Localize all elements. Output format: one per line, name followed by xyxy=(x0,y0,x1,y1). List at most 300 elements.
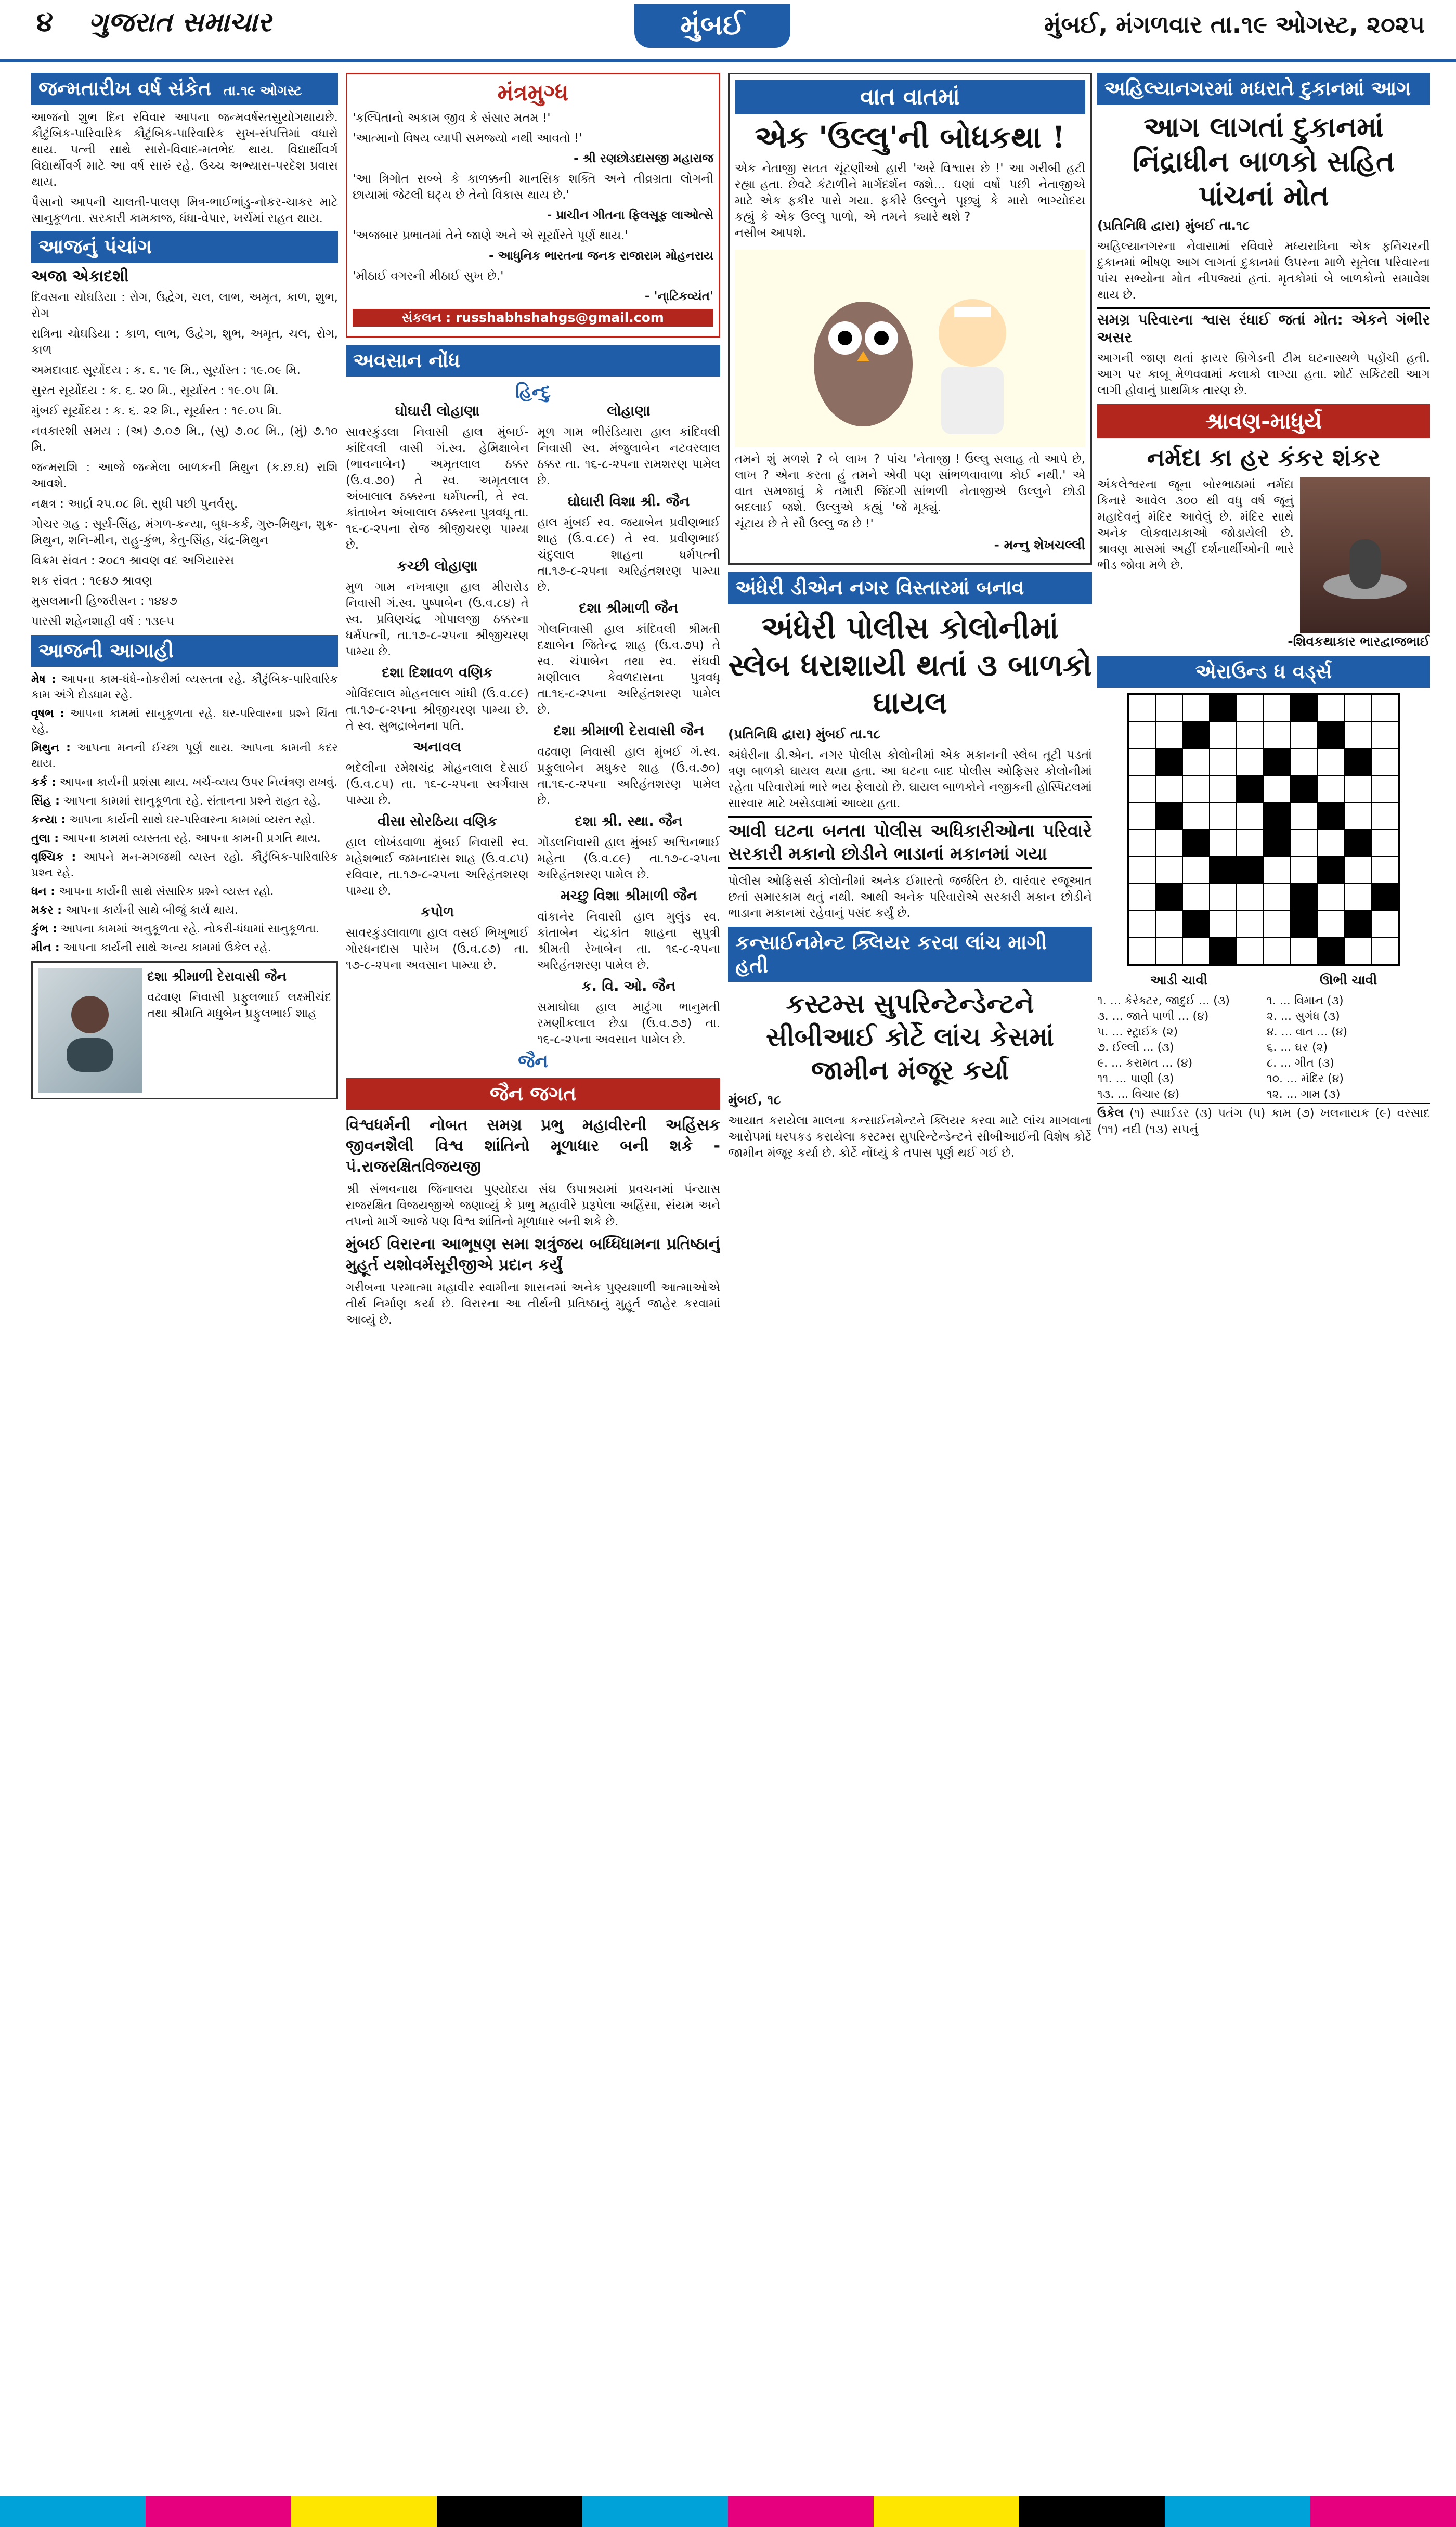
crossword-cell xyxy=(1372,775,1399,802)
crossword-cell xyxy=(1182,938,1210,965)
shravan-text: અંકલેશ્વરના જૂના બોરભાઠામાં નર્મદા કિનારે આવેલ ૩૦૦ થી વધુ વર્ષ જૂનું મહાદેવનું મંદિર આવેલું છે. મંદિર સાથે અનેક લોકવાયકાઓ જોડાયેલી છે. શ્રાવણ માસમાં અહીં દર્શનાર્થીઓની ભારે ભીડ જોવા મળે છે. xyxy=(1097,478,1294,572)
news1-text-2: પોલીસ ઓફિસર્સ કોલોનીમાં અનેક ઈમારતો જર્જરિત છે. વારંવાર રજૂઆત છતાં સમારકામ થતું નથી. આથી અનેક પરિવારોએ સરકારી મકાન છોડીને ભાડાના મકાનમાં રહેવાનું પસંદ કર્યું છે. xyxy=(728,874,1092,920)
vaat-signoff: - મન્નુ શેખચલ્લી xyxy=(994,537,1085,552)
news1-dateline: (પ્રતિનિધિ દ્વારા) મુંબઈ તા.૧૮ xyxy=(728,727,881,742)
crossword-cell xyxy=(1372,748,1399,775)
obituary-item xyxy=(346,558,529,660)
mantra-line: 'અજબાર પ્રભાતમાં તેને જાણે અને એ સૂર્યાસ્તે પૂર્ણ થાય.' xyxy=(353,229,628,242)
crossword-cell xyxy=(1128,775,1155,802)
crossword-cell xyxy=(1182,748,1210,775)
panchang-tithi: અજા એકાદશી xyxy=(31,267,129,286)
crossword-cell xyxy=(1372,857,1399,884)
rashi-text: આપના કામમાં સાનુકૂળતા રહે. ઘર-પરિવારના પ્રશ્ને ચિંતા રહે. xyxy=(31,707,338,736)
obituary-item xyxy=(537,403,720,489)
crossword-cell xyxy=(1182,857,1210,884)
obituary-community: અનાવલ xyxy=(413,739,462,755)
crossword-cell xyxy=(1237,721,1264,748)
crossword-block-cell xyxy=(1372,884,1399,911)
obituary-community: ઘોઘારી લોહાણા xyxy=(395,403,480,419)
obituary-text: ગોંડલનિવાસી હાલ મુંબઈ અશ્વિનભાઈ મહેતા (ઉ.વ.૮૯) તા.૧૭-૮-૨૫ના અરિહંતશરણ પામેલ છે. xyxy=(537,836,720,882)
crossword-block-cell xyxy=(1318,802,1345,830)
crossword-cell xyxy=(1182,802,1210,830)
obituary-text: સમાઘોઘા હાલ માટુંગા ભાનુમતી રમણીકલાલ છેડા (ઉ.વ.૭૭) તા. ૧૬-૮-૨૫ના અવસાન પામેલ છે. xyxy=(537,1001,720,1046)
solution-text: (૧) સ્પાઈડર (૩) પતંગ (૫) કામ (૭) ખલનાયક (૯) વરસાદ (૧૧) નદી (૧૩) સપનું xyxy=(1097,1107,1430,1136)
panchang-line: વિક્રમ સંવત : ૨૦૮૧ શ્રાવણ વદ અગિયારસ xyxy=(31,554,235,567)
jain-jagat-text-1: શ્રી સંભવનાથ જિનાલય પુણ્યોદય સંઘ ઉપાશ્રયમાં પ્રવચનમાં પંન્યાસ રાજરક્ષિત વિજયજીએ જણાવ્યું કે પ્રભુ મહાવીરે પ્રરૂપેલા અહિંસા, સંયમ અને તપનો માર્ગ આજે પણ વિશ્વ શાંતિનો મૂળાધાર બની શકે છે. xyxy=(346,1183,720,1228)
crossword-cell xyxy=(1264,938,1291,965)
across-clue: ૫. ... સ્ટ્રાઈક (૨) xyxy=(1097,1026,1178,1039)
obituary-photo-box xyxy=(31,961,338,1099)
crossword-cell xyxy=(1237,830,1264,857)
rashi-text: આપના કાર્યની સાથે સંસારિક પ્રશ્ને વ્યસ્ત રહો. xyxy=(59,885,274,898)
crossword-block-cell xyxy=(1291,884,1318,911)
rashi-item xyxy=(31,903,338,918)
crossword-cell xyxy=(1128,911,1155,938)
obituary-box-title: દશા શ્રીમાળી દેરાવાસી જૈન xyxy=(147,969,287,984)
vaat-box xyxy=(728,73,1092,565)
rashi-name: કન્યા : xyxy=(31,813,66,826)
crossword-cell xyxy=(1155,721,1182,748)
crossword-block-cell xyxy=(1210,857,1237,884)
crossword-cell xyxy=(1318,884,1345,911)
obituary-community: લોહાણા xyxy=(607,403,651,419)
rashi-name: મકર : xyxy=(31,904,62,917)
crossword-cell xyxy=(1372,911,1399,938)
jain-jagat-banner: જૈન જગત xyxy=(346,1078,720,1110)
crossword-cell xyxy=(1291,802,1318,830)
cartoon-illustration xyxy=(735,250,1085,447)
rashi-name: કર્ક : xyxy=(31,776,56,789)
crossword-block-cell xyxy=(1318,857,1345,884)
crossword-block-cell xyxy=(1155,802,1182,830)
birthday-banner xyxy=(31,73,338,105)
crossword-cell xyxy=(1182,884,1210,911)
news1-subhead: આવી ઘટના બનતા પોલીસ અધિકારીઓના પરિવારે સરકારી મકાનો છોડીને ભાડાનાં મકાનમાં ગયા xyxy=(728,816,1092,869)
panchang-list xyxy=(31,290,338,630)
panchang-line: નક્ષત્ર : આર્દ્રા ૨૫.૦૮ મિ. સુધી પછી પુનર્વસુ. xyxy=(31,497,238,511)
crossword-block-cell xyxy=(1345,830,1372,857)
crossword-block-cell xyxy=(1237,775,1264,802)
crossword-cell xyxy=(1237,694,1264,721)
crossword-cell xyxy=(1345,694,1372,721)
obituary-item xyxy=(346,403,529,553)
crossword-cell xyxy=(1128,884,1155,911)
crossword-cell xyxy=(1264,884,1291,911)
news1-headline: અંધેરી પોલીસ કોલોનીમાં સ્લેબ ધરાશાયી થતાં ૩ બાળકો ઘાયલ xyxy=(728,610,1092,720)
crossword-cell xyxy=(1128,721,1155,748)
mantra-line: - શ્રી રણછોડદાસજી મહારાજ xyxy=(574,152,713,165)
crossword-block-cell xyxy=(1264,802,1291,830)
obituary-text: ગોવિંદલાલ મોહનલાલ ગાંધી (ઉ.વ.૮૯) તા.૧૭-૮-૨૫ના શ્રીજીચરણ પામ્યા છે. તે સ્વ. સુભદ્રાબેનના પતિ. xyxy=(346,687,529,733)
rashi-name: મીન : xyxy=(31,941,60,954)
crossword-cell xyxy=(1210,830,1237,857)
crossword-cell xyxy=(1155,694,1182,721)
obituary-text: સાવરકુંડલાવાળા હાલ વસઈ ભિખુભાઈ ગોરધનદાસ પારેખ (ઉ.વ.૮૭) તા. ૧૭-૮-૨૫ના અવસાન પામ્યા છે. xyxy=(346,926,529,972)
across-clue-list xyxy=(1097,993,1260,1103)
rashi-name: વૃષભ : xyxy=(31,707,65,720)
crossword-block-cell xyxy=(1210,938,1237,965)
crossword-cell xyxy=(1291,857,1318,884)
mantra-list xyxy=(353,110,713,305)
registration-swatch xyxy=(291,2496,437,2527)
rashi-item xyxy=(31,775,338,791)
rashi-item xyxy=(31,940,338,956)
crossword-cell xyxy=(1210,911,1237,938)
down-clue: ૧૨. ... ગામ (૩) xyxy=(1267,1088,1341,1101)
aagahi-banner: આજની આગાહી xyxy=(31,635,338,667)
fire-text-2: આગની જાણ થતાં ફાયર બ્રિગેડની ટીમ ઘટનાસ્થળે પહોંચી હતી. આગ પર કાબૂ મેળવવામાં કલાકો લાગ્યા હતા. શોર્ટ સર્કિટથી આગ લાગી હોવાનું પ્રાથમિક તારણ છે. xyxy=(1097,352,1430,397)
dateline: મુંબઈ, મંગળવાર તા.૧૯ ઓગસ્ટ, ૨૦૨૫ xyxy=(1044,10,1425,38)
mantra-line: - આધુનિક ભારતના જનક રાજારામ મોહનરાય xyxy=(489,249,713,263)
crossword-cell xyxy=(1128,857,1155,884)
rashi-text: આપના કામમાં સાનુકૂળતા રહે. સંતાનના પ્રશ્ને રાહત રહે. xyxy=(63,795,321,808)
mantra-line: 'મીઠાઈ વગરની મીઠાઈ સુખ છે.' xyxy=(353,269,504,283)
page-number: ૪ xyxy=(36,6,54,38)
crossword-block-cell xyxy=(1345,911,1372,938)
obituary-banner: અવસાન નોંધ xyxy=(346,345,720,377)
crossword-cell xyxy=(1210,775,1237,802)
crossword-clues xyxy=(1097,971,1430,1103)
crossword-cell xyxy=(1345,721,1372,748)
registration-swatch xyxy=(437,2496,582,2527)
obituary-item xyxy=(537,978,720,1048)
obituary-community: ક. વિ. ઓ. જૈન xyxy=(581,978,676,994)
rashi-text: આપના કાર્યની સાથે અન્ય કામમાં ઉકેલ રહે. xyxy=(63,941,271,954)
rashi-text: આપના કાર્યની પ્રશંસા થાય. ખર્ચ-વ્યય ઉપર નિયંત્રણ રાખવું. xyxy=(59,776,337,789)
obituary-text: ભદેલીના રમેશચંદ્ર મોહનલાલ દેસાઈ (ઉ.વ.૮૫) તા. ૧૬-૮-૨૫ના સ્વર્ગવાસ પામ્યા છે. xyxy=(346,761,529,807)
crossword-cell xyxy=(1372,721,1399,748)
registration-swatch xyxy=(874,2496,1019,2527)
shravan-signoff: -શિવકથાકાર ભારદ્વાજભાઈ xyxy=(1288,634,1430,649)
panchang-line: ગોચર ગ્રહ : સૂર્ય-સિંહ, મંગળ-કન્યા, બુધ-કર્ક, ગુરુ-મિથુન, શુક્ર-મિથુન, શનિ-મીન, રાહુ-કુંભ, કેતુ-સિંહ, ચંદ્ર-મિથુન xyxy=(31,517,338,547)
rashi-name: મેષ : xyxy=(31,673,56,686)
panchang-line: શક સંવત : ૧૯૪૭ શ્રાવણ xyxy=(31,574,153,588)
crossword-cell xyxy=(1264,775,1291,802)
crossword-cell xyxy=(1128,802,1155,830)
birthday-text-1: આજનો શુભ દિન રવિવાર આપના જન્મવર્ષસ્તસુયોગથાયછે. કૌટુંબિક-પારિવારિક કૌટુંબિક-પારિવારિક સુખ-સંપત્તિમાં વધારો થાય. પત્ની સાથે સારો-વિવાદ-મતભેદ થાય. વિદ્યાર્થીવર્ગ વિદ્યાર્થીવર્ગ માટે આ વર્ષ સારું રહે. ઉચ્ચ અભ્યાસ-પરદેશ પ્રવાસ થાય. xyxy=(31,111,338,189)
panchang-banner: આજનું પંચાંગ xyxy=(31,231,338,263)
crossword-cell xyxy=(1264,721,1291,748)
crossword-cell xyxy=(1155,775,1182,802)
crossword-cell xyxy=(1345,802,1372,830)
panchang-line: સુરત સૂર્યોદય : ક. ૬. ૨૦ મિ., સૂર્યાસ્ત : ૧૯.૦૫ મિ. xyxy=(31,384,279,397)
mantra-email: સંકલન : russhabhshahgs@gmail.com xyxy=(353,309,713,327)
down-clue-list xyxy=(1267,993,1430,1103)
panchang-line: મુસલમાની હિજરીસન : ૧૪૪૭ xyxy=(31,594,177,608)
crossword-cell xyxy=(1264,694,1291,721)
fire-headline: આગ લાગતાં દુકાનમાં નિંદ્રાધીન બાળકો સહિત પાંચનાં મોત xyxy=(1133,110,1395,212)
crossword-block-cell xyxy=(1345,748,1372,775)
rashi-item xyxy=(31,741,338,772)
crossword-cell xyxy=(1182,775,1210,802)
news2-dateline: મુંબઈ, ૧૮ xyxy=(728,1092,781,1107)
jain-jagat-headline-1: વિશ્વધર્મની નોબત સમગ્ર પ્રભુ મહાવીરની અહિંસક જીવનશૈલી વિશ્વ શાંતિનો મૂળાધાર બની શકે - પં.રાજરક્ષિતવિજયજી xyxy=(346,1116,720,1176)
crossword-cell xyxy=(1291,830,1318,857)
crossword-block-cell xyxy=(1210,694,1237,721)
rashi-item xyxy=(31,672,338,703)
right-column xyxy=(1097,73,1430,2444)
third-column xyxy=(728,73,1092,2444)
crossword-cell xyxy=(1237,884,1264,911)
crossword-block-cell xyxy=(1318,721,1345,748)
color-registration-bar xyxy=(0,2496,1456,2527)
newspaper-name: ગુજરાત સમાચાર xyxy=(88,6,272,38)
birthday-date: તા.૧૯ ઓગસ્ટ xyxy=(223,83,302,99)
crossword-grid xyxy=(1127,693,1400,966)
rashi-item xyxy=(31,794,338,809)
rashi-name: ધન : xyxy=(31,885,56,898)
rashi-name: વૃશ્ચિક : xyxy=(31,851,76,864)
mantra-box xyxy=(346,73,720,338)
crossword-block-cell xyxy=(1155,748,1182,775)
crossword-cell xyxy=(1345,775,1372,802)
mantra-line: - 'ના્ટિકવ્યંત' xyxy=(644,290,713,303)
second-column xyxy=(346,73,720,2444)
jain-jagat-text-2: ગરીબના પરમાત્મા મહાવીર સ્વામીના શાસનમાં અનેક પુણ્યશાળી આત્માઓએ તીર્થ નિર્માણ કર્યા છે. વિરારના આ તીર્થની પ્રતિષ્ઠાનું મુહૂર્ત જાહેર કરવામાં આવ્યું છે. xyxy=(346,1281,720,1327)
crossword-cell xyxy=(1128,830,1155,857)
rashi-text: આપના કામમાં અનુકૂળતા રહે. નોકરી-ધંધામાં સાનુકૂળતા. xyxy=(60,923,320,936)
across-clue: ૭. ઈલ્લી ... (૩) xyxy=(1097,1041,1174,1054)
obituary-text: મુળ ગામ નખત્રાણા હાલ મીરારોડ નિવાસી ગં.સ્વ. પુષ્પાબેન (ઉ.વ.૮૪) તે સ્વ. પ્રવિણચંદ્ર ગોપાલજી ઠક્કરના ધર્મપત્ની, તા.૧૭-૮-૨૫ના શ્રીજીચરણ પામ્યા છે. xyxy=(346,580,529,658)
shravan-headline: નર્મદા કા હર કંકર શંકર xyxy=(1147,444,1381,472)
registration-swatch xyxy=(728,2496,874,2527)
rashi-item xyxy=(31,831,338,847)
registration-swatch xyxy=(146,2496,291,2527)
crossword-block-cell xyxy=(1291,694,1318,721)
crossword-block-cell xyxy=(1182,911,1210,938)
crossword-cell xyxy=(1155,911,1182,938)
down-clue: ૧. ... વિમાન (૩) xyxy=(1267,994,1344,1007)
down-clue: ૮. ... ગીત (૩) xyxy=(1267,1057,1334,1070)
crossword-cell xyxy=(1291,721,1318,748)
crossword-cell xyxy=(1372,802,1399,830)
registration-swatch xyxy=(0,2496,146,2527)
crossword-cell xyxy=(1372,830,1399,857)
obituary-community: કચ્છી લોહાણા xyxy=(397,558,478,574)
panchang-line: નવકારશી સમય : (અ) ૭.૦૭ મિ., (સુ) ૭.૦૮ મિ., (મું) ૭.૧૦ મિ. xyxy=(31,424,338,454)
rashi-name: મિથુન : xyxy=(31,742,71,755)
vaat-headline: એક 'ઉલ્લુ'ની બોધકથા ! xyxy=(755,120,1065,155)
vaat-text-2: 'અરે વિશ્વાસ છે !' આ ગરીબી હટી જશે... ઘણાં વર્ષો પછી નેતાજીએ ઉલ્લુને પૂછ્યું કે મારો ભાગ્યોદય ક્યારે થશે ? xyxy=(913,162,1085,224)
rashi-name: કુંભ : xyxy=(31,923,57,936)
crossword-cell xyxy=(1372,694,1399,721)
obituary-community: દશા શ્રીમાળી જૈન xyxy=(579,600,679,616)
obituary-community: ઘોઘારી વિશા શ્રી. જૈન xyxy=(567,494,690,510)
obituary-item xyxy=(537,722,720,809)
birthday-text-2: પૈસાનો આપની ચાલતી-પાલણ મિત્ર-ભાઈભાંડુ-નોકર-ચાકર માટે સાનુકૂળતા. સરકારી કામકાજ, ધંધા-વેપાર, ખર્ચમાં રાહત થાય. xyxy=(31,196,338,225)
crossword-block-cell xyxy=(1318,938,1345,965)
fire-dateline: (પ્રતિનિધિ દ્વારા) મુંબઈ તા.૧૮ xyxy=(1097,218,1250,233)
rashi-text: આપને મન-મગજથી વ્યસ્ત રહો. કૌટુંબિક-પારિવારિક પ્રશ્ન રહે. xyxy=(31,851,338,879)
rashi-text: આપના કાર્યની સાથે બીજું કાર્ય થાય. xyxy=(65,904,238,917)
rashi-text: આપના મનની ઈચ્છા પૂર્ણ થાય. આપના કામની કદર થાય. xyxy=(31,742,338,770)
section-name: મુંબઈ xyxy=(634,4,790,48)
crossword-cell xyxy=(1210,802,1237,830)
rashi-item xyxy=(31,922,338,937)
mantra-line: - પ્રાચીન ગીતના ફિલસૂફ લાઓત્સે xyxy=(547,209,713,222)
rashi-name: સિંહ : xyxy=(31,795,60,808)
rashi-item xyxy=(31,706,338,737)
across-clue: ૯. ... કરામત ... (૪) xyxy=(1097,1057,1193,1070)
obituary-text: ગોલનિવાસી હાલ કાંદિવલી શ્રીમતી દક્ષાબેન જિતેન્દ્ર શાહ (ઉ.વ.૭૫) તે સ્વ. ચંપાબેન તથા સ્વ. સંઘવી મણીલાલ કેવળદાસના પુત્રવધૂ તા.૧૬-૮-૨૫ના અરિહંતશરણ પામેલ છે. xyxy=(537,623,720,717)
across-clue: ૧. ... કેરેક્ટર, જાદુઈ ... (૩) xyxy=(1097,994,1230,1007)
fire-kicker: અહિલ્યાનગરમાં મધરાતે દુકાનમાં આગ xyxy=(1097,73,1430,105)
obituary-text: મૂળ ગામ ભીરંડિયારા હાલ કાંદિવલી નિવાસી સ્વ. મંજુલાબેન નટવરલાલ ઠક્કર તા. ૧૬-૮-૨૫ના રામશરણ પામેલ છે. xyxy=(537,425,720,487)
across-clue: ૧૩. ... વિચાર (૪) xyxy=(1097,1088,1180,1101)
obituary-community: દશા શ્રીમાળી દેરાવાસી જૈન xyxy=(553,723,704,739)
mantra-title: મંત્રમુગ્ધ xyxy=(497,80,569,106)
mantra-line: 'આ ત્રિગોત સબ્બે કે કાળક્કની માનસિક શક્તિ અને તીવ્રગ્રતા લોગની છાયામાં જેટલી ઘટ્ય છે તેનો વિકાસ થાય છે.' xyxy=(353,172,713,202)
shivling-icon xyxy=(1318,498,1412,612)
crossword-cell xyxy=(1372,938,1399,965)
obituary-item xyxy=(346,813,529,899)
across-clue: ૩. ... જાતે પાળી ... (૪) xyxy=(1097,1010,1209,1023)
obituary-box-text: વઢવાણ નિવાસી પ્રફુલભાઈ લક્ષ્મીચંદ તથા શ્રીમતિ મધુબેન પ્રફુલભાઈ શાહ xyxy=(147,991,331,1020)
down-clue: ૧૦. ... મંદિર (૪) xyxy=(1267,1072,1344,1085)
obituary-community: દશા શ્રી. સ્થા. જૈન xyxy=(575,813,683,830)
panchang-line: રાત્રિના ચોઘડિયા : કાળ, લાભ, ઉદ્વેગ, શુભ, અમૃત, ચલ, રોગ, કાળ xyxy=(31,327,338,357)
rashi-item xyxy=(31,850,338,881)
vaat-text-4: 'નેતાજી ! ઉલ્લુ સલાહ તો આપે છે, પણ સાંભળવાવાળા કોઈ નથી.' એ સાંભળી નેતાજીએ ઉલ્લુને છોડી મૂક્યું. xyxy=(913,452,1085,514)
obituary-community: વીસા સોરઠિયા વણિક xyxy=(377,813,498,830)
crossword-block-cell xyxy=(1264,748,1291,775)
crossword-block-cell xyxy=(1291,911,1318,938)
crossword-block-cell xyxy=(1237,857,1264,884)
obituary-community: દશા દિશાવળ વણિક xyxy=(382,665,493,681)
obituary-text: હાલ લોખંડવાળા મુંબઈ નિવાસી સ્વ. મહેશભાઈ જમનાદાસ શાહ (ઉ.વ.૮૫) રવિવાર, તા.૧૭-૮-૨૫ના અરિહંતશરણ પામ્યા છે. xyxy=(346,836,529,898)
crossword-banner: એરાઉન્ડ ધ વર્ડ્સ xyxy=(1097,656,1430,688)
news2-kicker: કન્સાઈનમેન્ટ ક્લિયર કરવા લાંચ માગી હતી xyxy=(728,927,1092,982)
jain-jagat-headline-2: મુંબઈ વિરારના આભૂષણ સમા શત્રુંજય બધ્ધિધામના પ્રતિષ્ઠાનું મુહૂર્ત યશોવર્મસૂરીજીએ પ્રદાન કર્યું xyxy=(346,1235,720,1274)
crossword-block-cell xyxy=(1291,775,1318,802)
rashi-list xyxy=(31,672,338,956)
registration-swatch xyxy=(1019,2496,1165,2527)
obituary-item xyxy=(346,903,529,974)
crossword-cell xyxy=(1318,694,1345,721)
crossword-cell xyxy=(1318,748,1345,775)
crossword-cell xyxy=(1237,938,1264,965)
crossword-cell xyxy=(1210,721,1237,748)
rashi-text: આપના કાર્યની સાથે ઘર-પરિવારના કામમાં વ્યસ્ત રહો. xyxy=(69,813,316,826)
obituary-text: સાવરકુંડલા નિવાસી હાલ મુંબઈ-કાંદિવલી વાસી ગં.સ્વ. હેમિક્ષાબેન (ભાવનાબેન) અમૃતલાલ ઠક્કર (ઉ.વ.૭૦) તે સ્વ. અમૃતલાલ અંબાલાલ ઠક્કરના ધર્મપત્ની, તે સ્વ. કાંતાબેન અંબાલાલ ઠક્કરના પુત્રવધૂ તા. ૧૬-૮-૨૫ના રોજ શ્રીજીચરણ પામ્યા છે. xyxy=(346,425,529,552)
vaat-text-3: તમને શું મળશે ? બે લાખ ? પાંચ લાખ ? એના કરતા હું તમને એવી વાત સમજાવું કે તમારી જિંદગી બદલાઈ જશે. ઉલ્લુએ કહ્યું 'જે ચૂંટાય છે તે સૌ ઉલ્લુ જ છે !' xyxy=(735,452,907,530)
left-column xyxy=(31,73,338,2444)
crossword-cell xyxy=(1345,884,1372,911)
obituary-item xyxy=(537,493,720,595)
crossword-block-cell xyxy=(1264,830,1291,857)
hindu-subhead: હિન્દુ xyxy=(515,382,551,403)
crossword-cell xyxy=(1318,775,1345,802)
crossword-cell xyxy=(1318,911,1345,938)
crossword-cell xyxy=(1128,748,1155,775)
registration-swatch xyxy=(1165,2496,1310,2527)
crossword-block-cell xyxy=(1155,884,1182,911)
crossword-block-cell xyxy=(1182,721,1210,748)
down-clue: ૪. ... વાત ... (૪) xyxy=(1267,1026,1348,1039)
owl-cartoon-icon xyxy=(775,255,1045,442)
down-clues-title: ઊભી ચાવી xyxy=(1319,973,1377,988)
registration-swatch xyxy=(1310,2496,1456,2527)
rashi-text: આપના કામ-ધંધે-નોકરીમાં વ્યસ્તતા રહે. કૌટુંબિક-પારિવારિક કામ અંગે દોડધામ રહે. xyxy=(31,673,338,702)
obituary-text: વઢવાણ નિવાસી હાલ મુંબઈ ગં.સ્વ. પ્રફુલાબેન મધુકર શાહ (ઉ.વ.૭૦) તા.૧૬-૮-૨૫ના અરિહંતશરણ પામેલ છે. xyxy=(537,745,720,807)
obituary-item xyxy=(537,813,720,883)
crossword-cell xyxy=(1128,938,1155,965)
obituary-item xyxy=(537,887,720,974)
news1-text: અંધેરીના ડી.એન. નગર પોલીસ કોલોનીમાં એક મકાનની સ્લેબ તૂટી પડતાં ત્રણ બાળકો ઘાયલ થયા હતા. આ ઘટના બાદ પોલીસ ઓફિસર કોલોનીમાં રહેતા પરિવારોમાં ભારે ભય ફેલાયો છે. ઘાયલ બાળકોને નજીકની હોસ્પિટલમાં સારવાર માટે ખસેડવામાં આવ્યા હતા. xyxy=(728,748,1092,810)
crossword-cell xyxy=(1318,830,1345,857)
fire-subhead: સમગ્ર પરિવારના શ્વાસ રંધાઈ જતાં મોત: એકને ગંભીર અસર xyxy=(1097,307,1430,346)
solution-title: ઉકેલ xyxy=(1097,1107,1124,1120)
fire-text: અહિલ્યાનગરના નેવાસામાં રવિવારે મધ્યરાત્રિના એક ફર્નિચરની દુકાનમાં ભીષણ આગ લાગતાં દુકાનમાં ઉપરના માળે સૂતેલા પરિવારના પાંચ સભ્યોના મોત નીપજ્યાં હતાં. મૃતકોમાં બે બાળકોનો સમાવેશ થાય છે. xyxy=(1097,240,1430,302)
panchang-line: દિવસના ચોઘડિયા : રોગ, ઉદ્વેગ, ચલ, લાભ, અમૃત, કાળ, શુભ, રોગ xyxy=(31,291,338,320)
obituary-community: કપોળ xyxy=(420,904,454,920)
crossword-cell xyxy=(1210,748,1237,775)
crossword-cell xyxy=(1237,911,1264,938)
registration-swatch xyxy=(582,2496,728,2527)
crossword-cell xyxy=(1182,694,1210,721)
crossword-solution xyxy=(1097,1103,1430,1138)
across-clue: ૧૧. ... પાણી (૩) xyxy=(1097,1072,1174,1085)
crossword-cell xyxy=(1291,938,1318,965)
crossword-cell xyxy=(1345,938,1372,965)
across-clues-title: આડી ચાવી xyxy=(1150,973,1208,988)
panchang-line: જન્મરાશિ : આજે જન્મેલા બાળકની મિથુન (ક.છ.ઘ) રાશિ આવશે. xyxy=(31,461,338,490)
obituary-item xyxy=(537,600,720,718)
mantra-line: 'કલ્પિતાનો અકામ જીવ કે સંસાર મતમ !' xyxy=(353,111,551,125)
vaat-banner: વાત વાતમાં xyxy=(735,80,1085,114)
crossword-cell xyxy=(1237,802,1264,830)
rashi-text: આપના કામમાં વ્યસ્તતા રહે. આપના કામની પ્રગતિ થાય. xyxy=(62,832,321,845)
obituary-list xyxy=(346,403,720,1048)
mantra-line: 'આત્માનો વિષય વ્યાપી સમજ્યો નથી આવતો !' xyxy=(353,132,582,145)
birthday-title: જન્મતારીખ વર્ષ સંકેત xyxy=(38,77,212,100)
panchang-line: પારસી શહેનશાહી વર્ષ : ૧૩૯૫ xyxy=(31,615,174,628)
temple-photo xyxy=(1300,477,1430,633)
shravan-banner: શ્રાવણ-માધુર્ય xyxy=(1097,404,1430,438)
crossword-cell xyxy=(1291,748,1318,775)
rashi-item xyxy=(31,812,338,828)
down-clue: ૨. ... સુગંધ (૩) xyxy=(1267,1010,1340,1023)
panchang-line: અમદાવાદ સૂર્યોદય : ક. ૬. ૧૯ મિ., સૂર્યાસ્ત : ૧૯.૦૯ મિ. xyxy=(31,364,301,377)
crossword-cell xyxy=(1155,938,1182,965)
news1-kicker: અંધેરી ડીએન નગર વિસ્તારમાં બનાવ xyxy=(728,572,1092,604)
masthead-bar xyxy=(0,0,1456,62)
obituary-text: હાલ મુંબઈ સ્વ. જયાબેન પ્રવીણભાઈ શાહ (ઉ.વ.૮૯) તે સ્વ. પ્રવીણભાઈ ચંદુલાલ શાહના ધર્મપત્ની તા.૧૭-૮-૨૫ના અરિહંતશરણ પામ્યા છે. xyxy=(537,516,720,594)
crossword-cell xyxy=(1210,884,1237,911)
obituary-item xyxy=(346,738,529,809)
crossword-cell xyxy=(1345,857,1372,884)
portrait-photo xyxy=(38,968,142,1093)
obituary-item xyxy=(346,664,529,734)
crossword-cell xyxy=(1237,748,1264,775)
jain-subhead: જૈન xyxy=(518,1051,548,1072)
obituary-community: મચ્છુ વિશા શ્રીમાળી જૈન xyxy=(560,888,697,904)
crossword-block-cell xyxy=(1182,830,1210,857)
rashi-name: તુલા : xyxy=(31,832,59,845)
rashi-item xyxy=(31,884,338,900)
news2-text: આયાત કરાયેલા માલના કન્સાઈનમેન્ટને ક્લિયર કરવા માટે લાંચ માગવાના આરોપમાં ધરપકડ કરાયેલા કસ્ટમ્સ સુપરિન્ટેન્ડેન્ટને સીબીઆઈની વિશેષ કોર્ટે જામીન મંજૂર કર્યા છે. કોર્ટે નોંધ્યું કે તપાસ પૂર્ણ થઈ ગઈ છે. xyxy=(728,1114,1092,1160)
vaat-text-1: એક નેતાજી સતત ચૂંટણીઓ હારી રહ્યા હતા. છેવટે કંટાળીને માર્ગદર્શન માટે એક ફકીર પાસે ગયા. ફકીરે કહ્યું કે એક ઉલ્લુ પાળો, એ તમને નસીબ આપશે. xyxy=(735,162,907,240)
crossword-cell xyxy=(1264,857,1291,884)
news2-headline: કસ્ટમ્સ સુપરિન્ટેન્ડેન્ટને સીબીઆઈ કોર્ટે લાંચ કેસમાં જામીન મંજૂર કર્યા xyxy=(766,988,1054,1085)
crossword-cell xyxy=(1264,911,1291,938)
crossword-cell xyxy=(1155,830,1182,857)
crossword-cell xyxy=(1155,857,1182,884)
panchang-line: મુંબઈ સૂર્યોદય : ક. ૬. ૨૨ મિ., સૂર્યાસ્ત : ૧૯.૦૫ મિ. xyxy=(31,404,282,418)
obituary-text: વાંકાનેર નિવાસી હાલ મુલુંડ સ્વ. કાંતાબેન ચંદ્રકાંત શાહના સુપુત્રી શ્રીમતી રેખાબેન તા. ૧૬-૮-૨૫ના અરિહંતશરણ પામેલ છે. xyxy=(537,910,720,972)
crossword-cell xyxy=(1128,694,1155,721)
down-clue: ૬. ... ઘર (૨) xyxy=(1267,1041,1328,1054)
